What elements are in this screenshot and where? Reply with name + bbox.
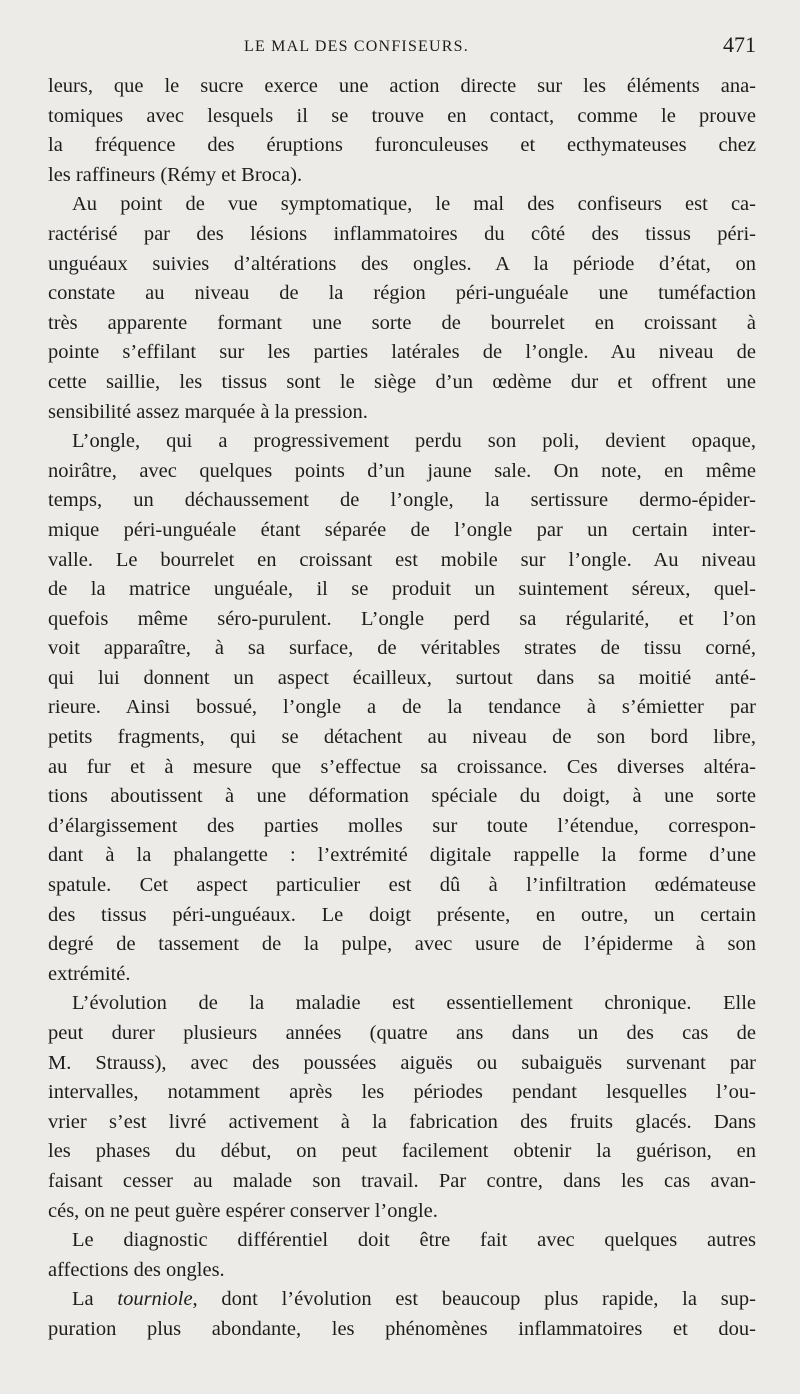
text-line: au fur et à mesure que s’effectue sa croissance. Ces diverses altéra- [48, 755, 756, 778]
text-line: Le diagnostic différentiel doit être fait avec quelques autres [72, 1229, 756, 1252]
paragraph [48, 427, 756, 989]
text-line: les raffineurs (Rémy et Broca). [48, 163, 303, 186]
text-line: L’évolution de la maladie est essentiellement chronique. Elle [72, 992, 756, 1015]
text-line: pointe s’effilant sur les parties latérales de l’ongle. Au niveau de [48, 341, 756, 364]
text-line: degré de tassement de la pulpe, avec usure de l’épiderme à son [48, 933, 756, 956]
text-line: M. Strauss), avec des poussées aiguës ou subaiguës survenant par [48, 1051, 756, 1074]
text-line: L’ongle, qui a progressivement perdu son poli, devient opaque, [72, 430, 756, 453]
paragraph [48, 989, 756, 1226]
text-line: petits fragments, qui se détachent au niveau de son bord libre, [48, 726, 756, 749]
text-line: de la matrice unguéale, il se produit un suintement séreux, quel- [48, 578, 756, 601]
text-line: affections des ongles. [48, 1258, 225, 1281]
italic-term: tourniole [117, 1288, 193, 1311]
text-line: temps, un déchaussement de l’ongle, la sertissure dermo-épider- [48, 489, 756, 512]
paragraph [48, 1226, 756, 1285]
text-line: puration plus abondante, les phénomènes inflammatoires et dou- [48, 1317, 756, 1340]
text-line: qui lui donnent un aspect écailleux, surtout dans sa moitié anté- [48, 666, 756, 689]
text-line: tomiques avec lesquels il se trouve en contact, comme le prouve [48, 104, 756, 127]
text-line: très apparente formant une sorte de bourrelet en croissant à [48, 311, 756, 334]
text-line: cés, on ne peut guère espérer conserver l’ongle. [48, 1199, 438, 1222]
text-line: sensibilité assez marquée à la pression. [48, 400, 368, 423]
text-line: leurs, que le sucre exerce une action directe sur les éléments ana- [48, 75, 756, 97]
text-line: spatule. Cet aspect particulier est dû à l’infiltration œdémateuse [48, 874, 756, 897]
text-line: vrier s’est livré activement à la fabrication des fruits glacés. Dans [48, 1110, 756, 1133]
text-line: voit apparaître, à sa surface, de véritables strates de tissu corné, [48, 637, 756, 660]
text-line: quefois même séro-purulent. L’ongle perd sa régularité, et l’on [48, 607, 756, 630]
text-line: rieure. Ainsi bossué, l’ongle a de la tendance à s’émietter par [48, 696, 756, 719]
text-line: cette saillie, les tissus sont le siège d’un œdème dur et offrent une [48, 370, 756, 393]
text-line: tions aboutissent à une déformation spéciale du doigt, à une sorte [48, 785, 756, 808]
text-line: la fréquence des éruptions furonculeuses et ecthymateuses chez [48, 134, 756, 157]
text-line: constate au niveau de la région péri-unguéale une tuméfaction [48, 282, 756, 305]
paragraph [48, 72, 756, 190]
text-line: intervalles, notamment après les périodes pendant lesquelles l’ou- [48, 1081, 756, 1104]
text-line: extrémité. [48, 962, 131, 985]
text-rest: , dont l’évolution est beaucoup plus rapide, la sup- [192, 1288, 756, 1311]
text-line: mique péri-unguéale étant séparée de l’ongle par un certain inter- [48, 518, 756, 541]
page-number: 471 [723, 32, 756, 57]
text-line: unguéaux suivies d’altérations des ongles. A la période d’état, on [48, 252, 756, 275]
paragraph [48, 190, 756, 427]
text-line: Au point de vue symptomatique, le mal des confiseurs est ca- [72, 193, 756, 216]
text-line: valle. Le bourrelet en croissant est mobile sur l’ongle. Au niveau [48, 548, 756, 571]
text-line: dant à la phalangette : l’extrémité digitale rappelle la forme d’une [48, 844, 756, 867]
text-line [48, 1285, 756, 1315]
page-header [48, 32, 756, 72]
body-text [48, 72, 756, 1345]
paragraph [48, 1285, 756, 1344]
text-line: les phases du début, on peut facilement obtenir la guérison, en [48, 1140, 756, 1163]
text-line: d’élargissement des parties molles sur toute l’étendue, correspon- [48, 814, 756, 837]
running-title: LE MAL DES CONFISEURS. [244, 38, 469, 55]
text-lead: La [72, 1288, 118, 1311]
text-line: faisant cesser au malade son travail. Par contre, dans les cas avan- [48, 1169, 756, 1192]
text-line: des tissus péri-unguéaux. Le doigt présente, en outre, un certain [48, 903, 756, 926]
text-line: peut durer plusieurs années (quatre ans dans un des cas de [48, 1022, 756, 1044]
text-line: noirâtre, avec quelques points d’un jaune sale. On note, en même [48, 459, 756, 482]
text-line: ractérisé par des lésions inflammatoires du côté des tissus péri- [48, 222, 756, 245]
